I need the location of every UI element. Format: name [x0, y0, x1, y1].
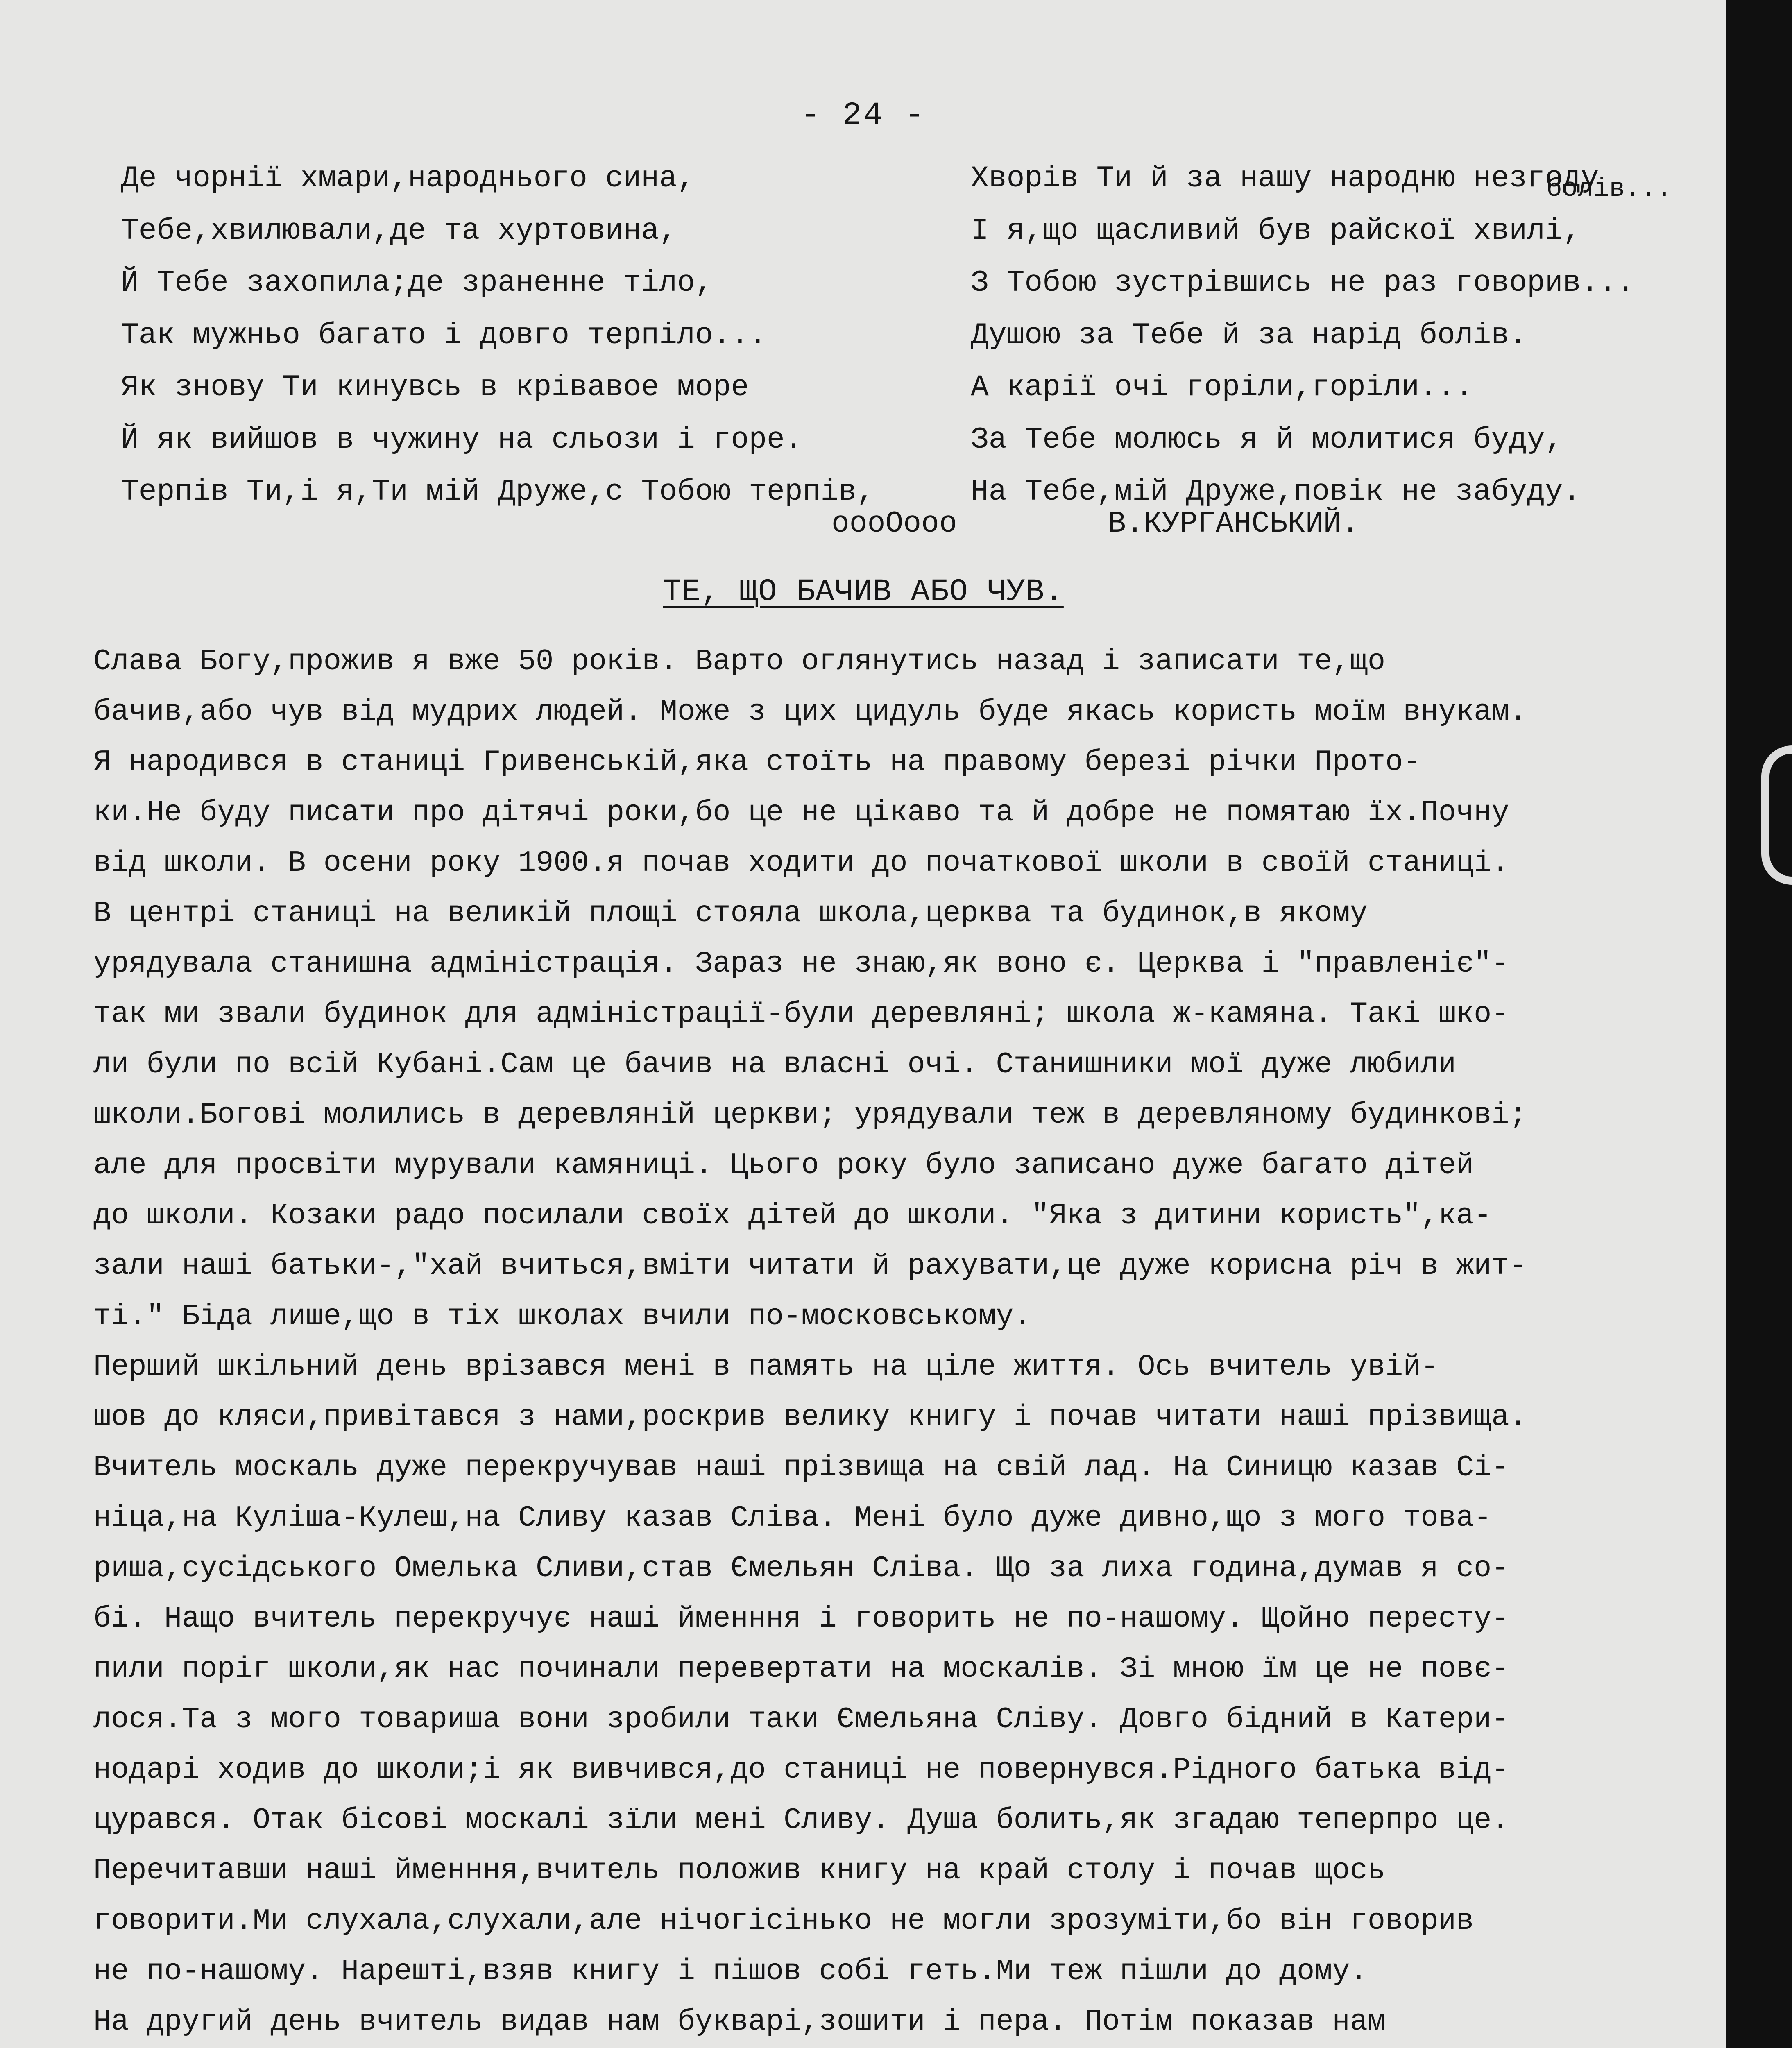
- article-title: ТЕ, ЩО БАЧИВ АБО ЧУВ.: [663, 574, 1064, 609]
- text-line: шов до кляси,привітався з нами,роскрив велику книгу і почав читати наші прізвища.: [93, 1400, 1527, 1434]
- text-line: урядувала станишна адміністрація. Зараз не знаю,як воно є. Церква і "правленіє"-: [93, 947, 1509, 981]
- text-line: На другий день вчитель видав нам букварі,зошити і пера. Потім показав нам: [93, 2005, 1386, 2039]
- poem-left-column: [121, 152, 973, 518]
- poem-line-text: Хворів Ти й за нашу народню незгоду: [971, 161, 1599, 195]
- text-line: Перечитавши наші йменння,вчитель положив книгу на край столу і почав щось: [93, 1854, 1386, 1887]
- text-line: ки.Не буду писати про дітячі роки,бо це не цікаво та й добре не помятаю їх.Почну: [93, 796, 1509, 829]
- text-line: ли були по всій Кубані.Сам це бачив на власні очі. Станишники мої дуже любили: [93, 1048, 1456, 1081]
- text-line: пили поріг школи,як нас починали перевертати на москалів. Зі мною їм це не повє-: [93, 1652, 1509, 1686]
- poem-line-overflow: болів...: [1546, 174, 1672, 204]
- text-line: Я народився в станиці Гривенській,яка стоїть на правому березі річки Прото-: [93, 745, 1421, 779]
- poem-line: Душою за Тебе й за нарід болів.: [971, 318, 1527, 352]
- poem-line: На Тебе,мій Друже,повік не забуду.: [971, 475, 1581, 509]
- text-line: школи.Богові молились в деревляній церкви; урядували теж в деревляному будинкові;: [93, 1098, 1527, 1132]
- text-line: лося.Та з мого товариша вони зробили таки Ємельяна Сліву. Довго бідний в Катери-: [93, 1703, 1509, 1736]
- poem-line: [971, 152, 1724, 205]
- poem-line: Й Тебе захопила;де зраненне тіло,: [121, 266, 713, 300]
- text-line: зали наші батьки-,"хай вчиться,вміти читати й рахувати,це дуже корисна річ в жит-: [93, 1249, 1527, 1283]
- poem-line: І я,що щасливий був райскої хвилі,: [971, 213, 1581, 248]
- poem-line: А карії очі горіли,горіли...: [971, 370, 1473, 404]
- poem-line: Як знову Ти кинувсь в крівавое море: [121, 370, 749, 404]
- text-line: від школи. В осени року 1900.я почав ходити до початкової школи в своїй станиці.: [93, 846, 1509, 880]
- text-line: говорити.Ми слухала,слухали,але нічогісінько не могли зрозуміти,бо він говорив: [93, 1904, 1474, 1938]
- article-body: [93, 637, 1726, 2048]
- poem-line: Тебе,хвилювали,де та хуртовина,: [121, 213, 677, 248]
- poem-line: Терпів Ти,і я,Ти мій Друже,с Тобою терпів,: [121, 475, 874, 509]
- text-line: бачив,або чув від мудрих людей. Може з цих цидуль буде якась користь моїм внукам.: [93, 695, 1527, 729]
- text-line: але для просвіти мурували камяниці. Цього року було записано дуже багато дітей: [93, 1149, 1474, 1182]
- page-number: - 24 -: [801, 97, 926, 134]
- poem-line: За Тебе молюсь я й молитися буду,: [971, 422, 1563, 457]
- poem-author: В.КУРГАНСЬКИЙ.: [1108, 507, 1359, 541]
- text-line: до школи. Козаки радо посилали своїх дітей до школи. "Яка з дитини користь",ка-: [93, 1199, 1492, 1232]
- text-line: В центрі станиці на великій площі стояла школа,церква та будинок,в якому: [93, 897, 1368, 930]
- text-line: Вчитель москаль дуже перекручував наші прізвища на свій лад. На Синицю казав Сі-: [93, 1451, 1509, 1484]
- text-line: риша,сусідського Омелька Сливи,став Ємельян Сліва. Що за лиха година,думав я со-: [93, 1552, 1509, 1585]
- text-line: не по-нашому. Нарешті,взяв книгу і пішов собі геть.Ми теж пішли до дому.: [93, 1955, 1368, 1988]
- text-line: так ми звали будинок для адміністрації-були деревляні; школа ж-камяна. Такі шко-: [93, 997, 1509, 1031]
- scan-edge-strip: [1726, 0, 1792, 2048]
- poem-separator: оооОооо: [831, 507, 957, 541]
- poem-line: Так мужньо багато і довго терпіло...: [121, 318, 767, 352]
- text-line: цурався. Отак бісові москалі зїли мені Сливу. Душа болить,як згадаю теперпро це.: [93, 1803, 1509, 1837]
- text-line: нодарі ходив до школи;і як вивчився,до станиці не повернувся.Рідного батька від-: [93, 1753, 1509, 1787]
- scan-edge-mark: [1761, 745, 1792, 885]
- text-line: Перший шкільний день врізався мені в память на ціле життя. Ось вчитель увій-: [93, 1350, 1439, 1384]
- text-line: бі. Нащо вчитель перекручує наші йменння і говорить не по-нашому. Щойно пересту-: [93, 1602, 1509, 1636]
- poem-line: Й як вийшов в чужину на сльози і горе.: [121, 422, 803, 457]
- text-line: Слава Богу,прожив я вже 50 років. Варто оглянутись назад і записати те,що: [93, 645, 1386, 678]
- text-line: ніца,на Куліша-Кулеш,на Сливу казав Сліва. Мені було дуже дивно,що з мого това-: [93, 1501, 1492, 1535]
- poem-right-column: [971, 152, 1724, 518]
- poem-line: Де чорнії хмари,народнього сина,: [121, 161, 695, 195]
- poem-line: З Тобою зустрівшись не раз говорив...: [971, 266, 1635, 300]
- text-line: ті." Біда лише,що в тіх школах вчили по-московському.: [93, 1300, 1031, 1333]
